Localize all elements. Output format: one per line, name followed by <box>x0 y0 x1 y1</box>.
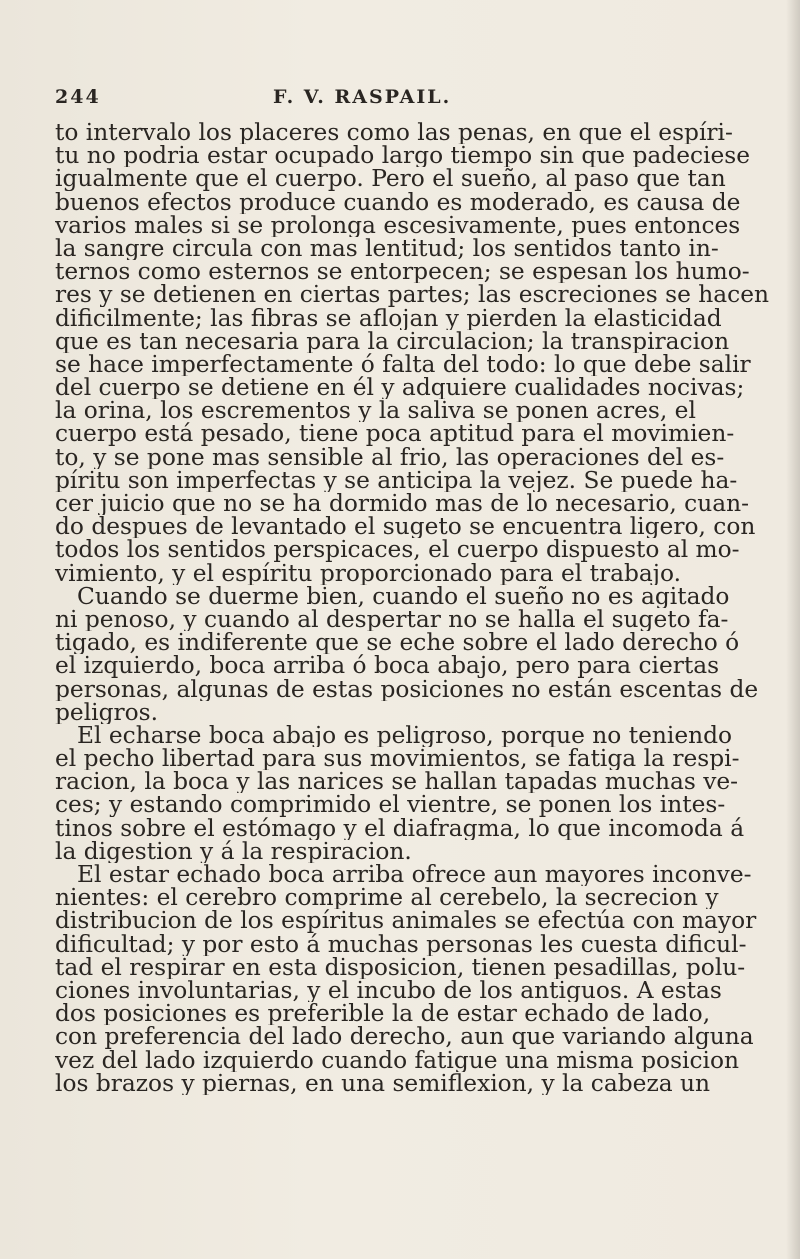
text-line: tigado, es indiferente que se eche sobre el lado derecho ó <box>55 631 740 655</box>
text-line: buenos efectos produce cuando es moderado, es causa de <box>55 190 741 214</box>
text-line: El echarse boca abajo es peligroso, porque no teniendo <box>77 723 733 748</box>
text-line: todos los sentidos perspicaces, el cuerpo dispuesto al mo- <box>55 538 740 562</box>
text-line: tad el respirar en esta disposicion, tienen pesadillas, polu- <box>55 955 746 979</box>
text-line: vimiento, y el espíritu proporcionado para el trabajo. <box>55 561 682 585</box>
text-line: El estar echado boca arriba ofrece aun mayores inconve- <box>77 863 752 887</box>
text-line: la digestion y á la respiracion. <box>55 839 412 863</box>
body-text <box>55 121 785 1095</box>
text-line: Cuando se duerme bien, cuando el sueño no es agitado <box>77 584 730 608</box>
text-line: el pecho libertad para sus movimientos, se fatiga la respi- <box>55 747 740 771</box>
text-line: tinos sobre el estómago y el diafragma, lo que incomoda á <box>55 816 745 840</box>
text-line: dificilmente; las fibras se aflojan y pierden la elasticidad <box>55 306 722 330</box>
text-line: la sangre circula con mas lentitud; los sentidos tanto in- <box>55 236 719 261</box>
text-line: racion, la boca y las narices se hallan tapadas muchas ve- <box>55 770 739 794</box>
text-line: la orina, los escrementos y la saliva se ponen acres, el <box>55 399 696 423</box>
text-line: los brazos y piernas, en una semiflexion, y la cabeza un <box>55 1071 711 1095</box>
text-line: cer juicio que no se ha dormido mas de lo necesario, cuan- <box>55 492 749 516</box>
text-line: distribucion de los espíritus animales se efectúa con mayor <box>55 909 757 933</box>
text-line: do despues de levantado el sugeto se encuentra ligero, con <box>55 515 756 539</box>
text-line: dificultad; y por esto á muchas personas les cuesta dificul- <box>55 932 747 956</box>
text-line: con preferencia del lado derecho, aun que variando alguna <box>55 1025 754 1049</box>
text-line: personas, algunas de estas posiciones no están escentas de <box>55 677 759 701</box>
running-head: F. V. RASPAIL. <box>273 86 452 108</box>
text-line: res y se detienen en ciertas partes; las escreciones se hacen <box>55 283 770 307</box>
text-line: ternos como esternos se entorpecen; se espesan los humo- <box>55 260 750 284</box>
text-line: el izquierdo, boca arriba ó boca abajo, pero para ciertas <box>55 654 720 678</box>
text-line: ciones involuntarias, y el incubo de los antiguos. A estas <box>55 978 722 1003</box>
text-line: se hace imperfectamente ó falta del todo: lo que debe salir <box>55 352 751 377</box>
page-number: 244 <box>55 86 101 108</box>
text-line: nientes: el cerebro comprime al cerebelo, la secrecion y <box>55 886 719 910</box>
text-line: peligros. <box>55 700 159 724</box>
text-line: tu no podria estar ocupado largo tiempo sin que padeciese <box>55 144 751 168</box>
text-line: igualmente que el cuerpo. Pero el sueño, al paso que tan <box>55 167 726 191</box>
page-edge-shadow <box>786 0 800 1259</box>
text-line: del cuerpo se detiene en él y adquiere cualidades nocivas; <box>55 376 745 400</box>
text-line: dos posiciones es preferible la de estar echado de lado, <box>55 1002 711 1026</box>
page-header <box>55 86 755 116</box>
text-line: to intervalo los placeres como las penas, en que el espíri- <box>55 121 733 145</box>
text-line: cuerpo está pesado, tiene poca aptitud para el movimien- <box>55 422 735 446</box>
text-line: ces; y estando comprimido el vientre, se ponen los intes- <box>55 793 726 817</box>
text-line: que es tan necesaria para la circulacion; la transpiracion <box>55 329 730 353</box>
text-line: to, y se pone mas sensible al frio, las operaciones del es- <box>55 445 725 469</box>
text-line: ni penoso, y cuando al despertar no se halla el sugeto fa- <box>55 607 729 632</box>
text-line: píritu son imperfectas y se anticipa la vejez. Se puede ha- <box>55 468 738 492</box>
text-line: varios males si se prolonga escesivamente, pues entonces <box>55 213 741 237</box>
text-line: vez del lado izquierdo cuando fatigue una misma posicion <box>55 1048 740 1072</box>
